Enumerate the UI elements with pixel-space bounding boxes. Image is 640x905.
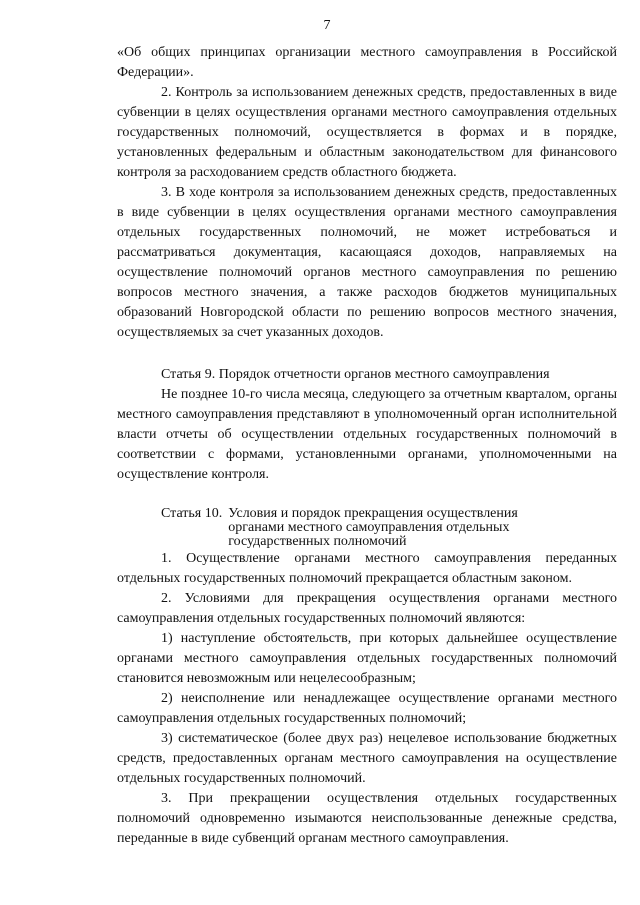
- article-10-label: Статья 10.: [161, 506, 223, 521]
- article-10-clause-2: 2. Условиями для прекращения осуществления органами местного самоуправления отдельных государственных полномочий являются:: [117, 591, 617, 626]
- article-10-condition-2: 2) неисполнение или ненадлежащее осуществление органами местного самоуправления отдельных государственных полномочий;: [117, 691, 617, 726]
- article-10-clause-1: 1. Осуществление органами местного самоуправления переданных отдельных государственных полномочий прекращается областным законом.: [117, 551, 617, 586]
- paragraph-control-clause-2: 2. Контроль за использованием денежных средств, предоставленных в виде субвенции в целях осуществления органами местного самоуправления отдельных государственных полномочий, осуществляется в формах и в порядке, установленных федеральным и областным законодательством для финансового контроля за расходованием средств областного бюджета.: [117, 85, 617, 180]
- page-number: 7: [323, 18, 331, 33]
- article-10-heading: [161, 507, 617, 549]
- document-body: [117, 43, 617, 849]
- article-10-clause-3: 3. При прекращении осуществления отдельных государственных полномочий одновременно изымаются неиспользованные денежные средства, переданные в виде субвенций органам местного самоуправления.: [117, 791, 617, 846]
- article-10-title: [228, 507, 518, 549]
- paragraph-control-clause-3: 3. В ходе контроля за использованием денежных средств, предоставленных в виде субвенции в целях осуществления органами местного самоуправления отдельных государственных полномочий, не может истребоваться и рассматриваться документация, касающаяся доходов, направляемых на осуществление полномочий органов местного самоуправления по решению вопросов местного значения, а также расходов бюджетов муниципальных образований Новгородской области по решению вопросов местного значения, осуществляемых за счет указанных доходов.: [117, 185, 617, 340]
- article-10-title-line: государственных полномочий: [228, 534, 407, 549]
- article-9-heading: Статья 9. Порядок отчетности органов местного самоуправления: [161, 367, 550, 382]
- spacer: [117, 343, 617, 365]
- spacer: [117, 485, 617, 507]
- article-9-body: Не позднее 10-го числа месяца, следующего за отчетным кварталом, органы местного самоуправления представляют в уполномоченный орган исполнительной власти отчеты об осуществлении отдельных государственных полномочий в соответствии с формами, установленными органами, уполномоченными на осуществление контроля.: [117, 387, 617, 482]
- article-10-title-line: Условия и порядок прекращения осуществления: [228, 506, 518, 521]
- article-10-title-line: органами местного самоуправления отдельных: [228, 520, 510, 535]
- article-10-condition-1: 1) наступление обстоятельств, при которых дальнейшее осуществление органами местного самоуправления отдельных государственных полномочий становится невозможным или нецелесообразным;: [117, 631, 617, 686]
- article-10-condition-3: 3) систематическое (более двух раз) нецелевое использование бюджетных средств, предоставленных органам местного самоуправления на осуществление отдельных государственных полномочий.: [117, 731, 617, 786]
- paragraph-law-title-continuation: «Об общих принципах организации местного самоуправления в Российской Федерации».: [117, 45, 617, 80]
